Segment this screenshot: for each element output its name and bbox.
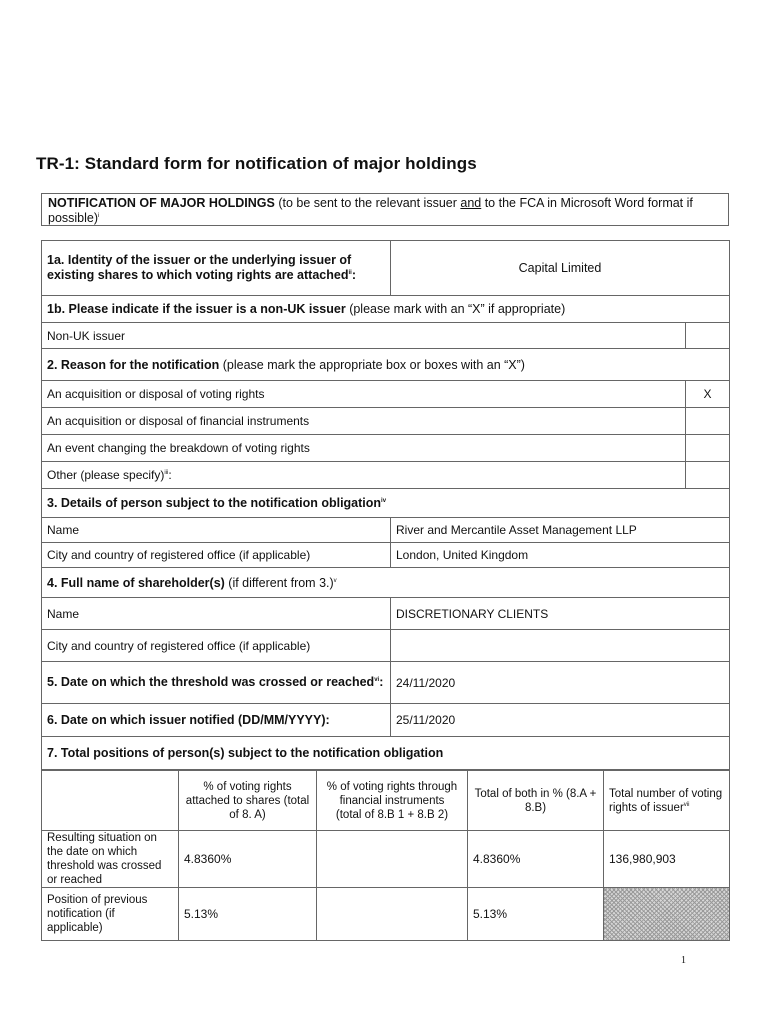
reason-other-label: Other (please specify)$^{iii}$: <box>42 462 686 489</box>
issuer-notified-date-label: 6. Date on which issuer notified (DD/MM/YYYY): <box>42 704 391 737</box>
threshold-date-label: 5. Date on which the threshold was crossed or reached$^{vi}$: <box>42 662 391 704</box>
reason-financial-instruments-checkbox[interactable] <box>686 408 730 435</box>
threshold-date-value: 24/11/2020 <box>391 662 730 704</box>
header-shares-percent: % of voting rights attached to shares (total of 8. A) <box>179 771 317 831</box>
header-instruments-percent: % of voting rights through financial instruments (total of 8.B 1 + 8.B 2) <box>317 771 468 831</box>
notification-header-box <box>41 193 729 226</box>
shareholder-name-label: Name <box>42 598 391 630</box>
non-uk-issuer-checkbox[interactable] <box>686 323 730 349</box>
person-name-value: River and Mercantile Asset Management LLP <box>391 518 730 543</box>
row-previous-shares: 5.13% <box>179 888 317 941</box>
non-uk-heading: 1b. Please indicate if the issuer is a non-UK issuer (please mark with an “X” if appropriate) <box>42 296 730 323</box>
person-city-label: City and country of registered office (if applicable) <box>42 543 391 568</box>
reason-heading: 2. Reason for the notification (please mark the appropriate box or boxes with an “X”) <box>42 349 730 381</box>
total-positions-table <box>41 770 730 941</box>
header-bold-text: NOTIFICATION OF MAJOR HOLDINGS <box>48 196 275 210</box>
row-previous-notification-label: Position of previous notification (if applicable) <box>42 888 179 941</box>
total-positions-heading: 7. Total positions of person(s) subject to the notification obligation <box>42 737 730 770</box>
issuer-notified-date-value: 25/11/2020 <box>391 704 730 737</box>
reason-breakdown-label: An event changing the breakdown of voting rights <box>42 435 686 462</box>
header-underlined: and <box>460 196 482 210</box>
issuer-identity-value: Capital Limited <box>391 241 730 296</box>
person-details-heading: 3. Details of person subject to the notification obligation$^{iv}$ <box>42 489 730 518</box>
row-resulting-instruments <box>317 831 468 888</box>
issuer-identity-label: 1a. Identity of the issuer or the underlying issuer of existing shares to which voting rights are attached$^{ii}$: <box>42 241 391 296</box>
positions-header-empty <box>42 771 179 831</box>
row-previous-total: 5.13% <box>468 888 604 941</box>
page-number: 1 <box>681 955 686 966</box>
person-name-label: Name <box>42 518 391 543</box>
row-previous-voting-rights-hatched <box>604 888 730 941</box>
row-resulting-total: 4.8360% <box>468 831 604 888</box>
header-text-2: to the FCA in Microsoft Word format if possible) <box>48 196 693 225</box>
form-table <box>41 240 730 770</box>
shareholder-city-value <box>391 630 730 662</box>
header-footnote: i <box>98 212 100 219</box>
reason-other-checkbox[interactable] <box>686 462 730 489</box>
non-uk-issuer-label: Non-UK issuer <box>42 323 686 349</box>
reason-financial-instruments-label: An acquisition or disposal of financial instruments <box>42 408 686 435</box>
reason-breakdown-checkbox[interactable] <box>686 435 730 462</box>
shareholder-city-label: City and country of registered office (if applicable) <box>42 630 391 662</box>
page-title: TR-1: Standard form for notification of major holdings <box>36 154 477 173</box>
person-city-value: London, United Kingdom <box>391 543 730 568</box>
reason-voting-rights-label: An acquisition or disposal of voting rights <box>42 381 686 408</box>
row-previous-instruments <box>317 888 468 941</box>
shareholder-name-value: DISCRETIONARY CLIENTS <box>391 598 730 630</box>
reason-voting-rights-checkbox[interactable]: X <box>686 381 730 408</box>
header-text-1: (to be sent to the relevant issuer <box>274 196 461 210</box>
header-total-voting-rights: Total number of voting rights of issuer$^{vii}$ <box>604 771 730 831</box>
shareholder-heading: 4. Full name of shareholder(s) (if different from 3.)$^v$ <box>42 568 730 598</box>
row-resulting-shares: 4.8360% <box>179 831 317 888</box>
header-total-percent: Total of both in % (8.A + 8.B) <box>468 771 604 831</box>
row-resulting-situation-label: Resulting situation on the date on which threshold was crossed or reached <box>42 831 179 888</box>
row-resulting-voting-rights: 136,980,903 <box>604 831 730 888</box>
